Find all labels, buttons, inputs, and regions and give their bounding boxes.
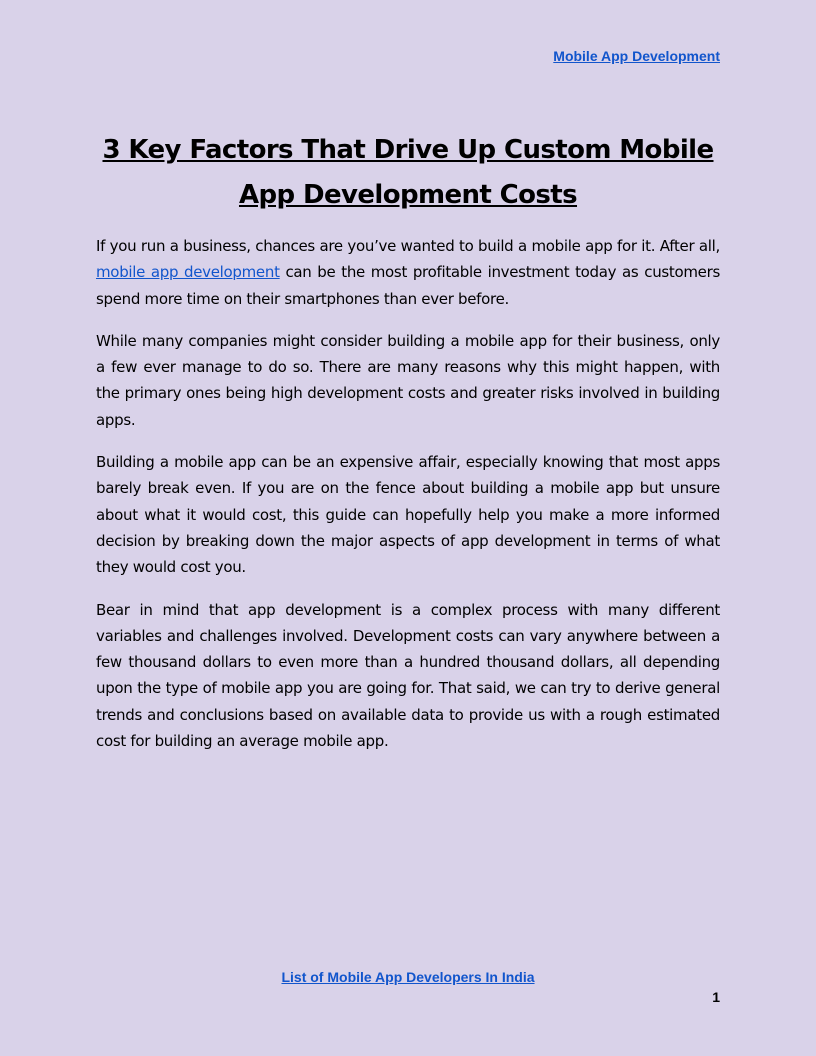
paragraph-expensive-affair: Building a mobile app can be an expensive affair, especially knowing that most apps barely break even. If you are on the fence about building a mobile app but unsure about what it would cost, this guide can hopefully help you make a more informed decision by breaking down the major aspects of app development in terms of what they would cost you. [96,453,720,577]
paragraph-intro-text-before: If you run a business, chances are you’ve wanted to build a mobile app for it. After all, [96,237,720,255]
page-number: 1 [712,989,720,1005]
paragraph-companies: While many companies might consider building a mobile app for their business, only a few ever manage to do so. There are many reasons why this might happen, with the primary ones being high development costs and greater risks involved in building apps. [96,331,720,429]
paragraph-intro-text-after: can be the most profitable investment today as customers spend more time on their smartphones than ever before. [96,263,720,308]
page-title: 3 Key Factors That Drive Up Custom Mobile App Development Costs [102,135,714,210]
article-body [96,233,720,770]
header-link-mobile-app-development[interactable]: Mobile App Development [553,48,720,64]
paragraph-intro [96,233,720,312]
footer-link-app-developers-india[interactable]: List of Mobile App Developers In India [281,969,535,985]
inline-link-mobile-app-development[interactable]: mobile app development [96,263,280,282]
paragraph-complex-process: Bear in mind that app development is a complex process with many different variables and challenges involved. Development costs can vary anywhere between a few thousand dollars to even more than a hundred thousand dollars, all depending upon the type of mobile app you are going for. That said, we can try to derive general trends and conclusions based on available data to provide us with a rough estimated cost for building an average mobile app. [96,600,720,751]
footer [0,969,816,985]
